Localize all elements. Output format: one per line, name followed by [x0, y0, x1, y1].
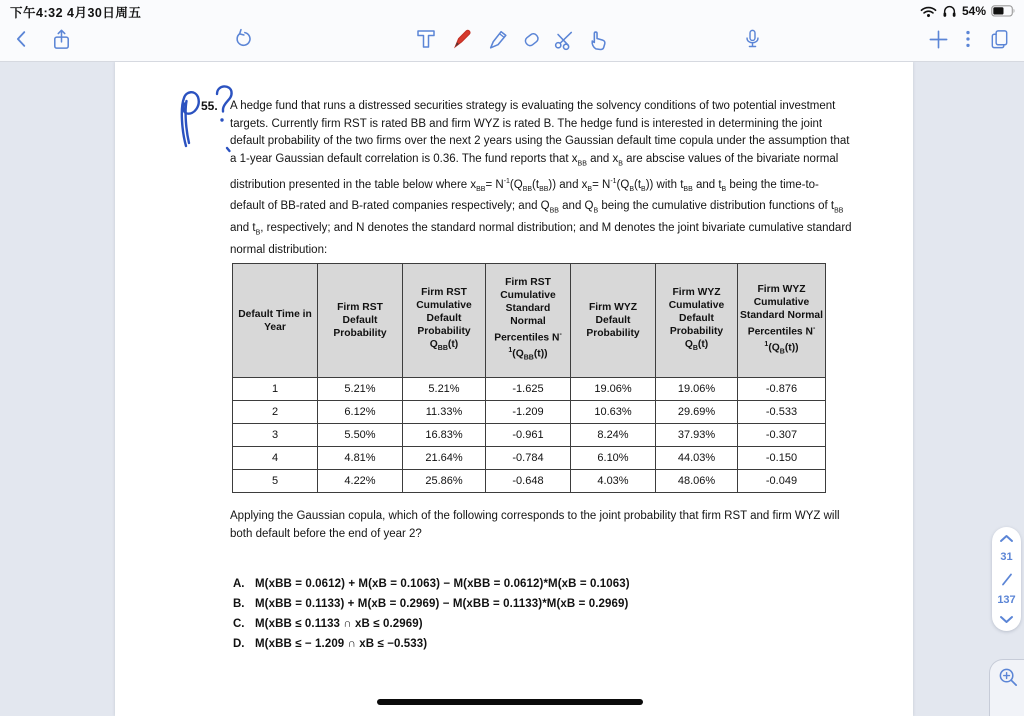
- hand-tool-icon: [586, 27, 611, 52]
- default-probability-table: [232, 263, 826, 493]
- question-text: A hedge fund that runs a distressed securities strategy is evaluating the solvency conditions of two potential investment targets. Currently firm RST is rated BB and firm WYZ is rated B. The hedge fund is interested in determining the joint default probability of the two firms over the next 2 years using the Gaussian default time copula under the assumption that a 1-year Gaussian default correlation is 0.36. The fund reports that $x_{BB}$ and $x_B$ are abscise values of the bivariate normal distribution presented in the table below where $x_{BB}= N^{-1}(Q_{BB}(t_{BB}))$ and $x_B= N^{-1}(Q_B(t_B))$ with $t_{BB}$ and $t_B$ being the time-to-default of BB-rated and B-rated companies respectively; and $Q_{BB}$ and $Q_B$ being the cumulative distribution functions of $t_{BB}$ and $t_B$, respectively; and N denotes the standard normal distribution; and M denotes the joint bivariate cumulative standard normal distribution:: [230, 100, 852, 257]
- text-tool-button[interactable]: [411, 26, 441, 52]
- table-cell: 48.06%: [656, 470, 738, 493]
- add-page-icon: [927, 28, 950, 51]
- table-cell: 5.21%: [318, 378, 403, 401]
- share-button[interactable]: [46, 26, 76, 52]
- option-letter: C.: [233, 618, 245, 630]
- table-row: [233, 447, 826, 470]
- col-header: Firm WYZ Cumulative Standard Normal Percentiles $N^{-1}(Q_B(t))$: [738, 264, 826, 378]
- scissors-tool-button[interactable]: [549, 26, 579, 52]
- option-text: M(xBB ≤ 0.1133 ∩ xB ≤ 0.2969): [255, 618, 423, 630]
- more-options-button[interactable]: [953, 26, 983, 52]
- table-cell: 11.33%: [403, 401, 486, 424]
- table-header-row: [233, 264, 826, 378]
- table-cell: -0.150: [738, 447, 826, 470]
- col-header: Firm WYZ Cumulative Default Probability $Q_B(t)$: [656, 264, 738, 378]
- page-up-button chevron-up-icon[interactable]: [999, 534, 1014, 543]
- table-cell: 3: [233, 424, 318, 447]
- wifi-icon: [920, 5, 937, 18]
- battery-icon: [991, 5, 1016, 17]
- table-cell: 8.24%: [571, 424, 656, 447]
- option-text: M(xBB ≤ − 1.209 ∩ xB ≤ −0.533): [255, 638, 428, 650]
- headphones-icon: [942, 5, 957, 18]
- table-row: [233, 378, 826, 401]
- answer-option-B: [233, 594, 853, 614]
- eraser-tool-button[interactable]: [516, 26, 546, 52]
- pages-button[interactable]: [984, 26, 1014, 52]
- table-cell: 19.06%: [656, 378, 738, 401]
- page-down-button chevron-down-icon[interactable]: [999, 615, 1014, 624]
- option-letter: A.: [233, 578, 245, 590]
- status-datetime: 下午4:32 4月30日周五: [10, 6, 142, 20]
- table-cell: 4.81%: [318, 447, 403, 470]
- answer-option-D: [233, 634, 853, 654]
- eraser-tool-icon: [519, 27, 544, 52]
- undo-button[interactable]: [228, 26, 258, 52]
- table-cell: 16.83%: [403, 424, 486, 447]
- add-page-button[interactable]: [923, 26, 953, 52]
- page-navigator: [992, 527, 1021, 631]
- table-row: [233, 401, 826, 424]
- table-cell: 29.69%: [656, 401, 738, 424]
- col-header: Default Time in Year: [233, 264, 318, 378]
- table-cell: 4: [233, 447, 318, 470]
- pen-tool-icon: [450, 27, 475, 52]
- table-cell: 25.86%: [403, 470, 486, 493]
- magnifier-plus-icon: [998, 667, 1019, 688]
- table-row: [233, 424, 826, 447]
- table-cell: 37.93%: [656, 424, 738, 447]
- table-cell: 44.03%: [656, 447, 738, 470]
- table-cell: -0.307: [738, 424, 826, 447]
- table-cell: 4.03%: [571, 470, 656, 493]
- table-cell: -1.625: [486, 378, 571, 401]
- option-text: M(xBB = 0.1133) + M(xB = 0.2969) − M(xBB = 0.1133)*M(xB = 0.2969): [255, 598, 629, 610]
- battery-percent: 54%: [961, 4, 986, 18]
- zoom-panel[interactable]: [989, 659, 1024, 716]
- answer-option-A: [233, 574, 853, 594]
- table-cell: -0.961: [486, 424, 571, 447]
- total-page-number: 137: [997, 593, 1016, 606]
- status-icons: [920, 3, 1016, 19]
- options-list: [233, 574, 853, 654]
- page-fraction-slash: [1000, 573, 1014, 586]
- default-table-body: [233, 378, 826, 493]
- table-cell: 5.50%: [318, 424, 403, 447]
- table-cell: 2: [233, 401, 318, 424]
- option-text: M(xBB = 0.0612) + M(xB = 0.1063) − M(xBB = 0.0612)*M(xB = 0.1063): [255, 578, 630, 590]
- table-row: [233, 470, 826, 493]
- more-options-icon: [957, 28, 979, 50]
- share-icon: [50, 28, 73, 51]
- question-prompt: Applying the Gaussian copula, which of the following corresponds to the joint probability that firm RST and firm WYZ will both default before the end of year 2?: [230, 510, 840, 540]
- answer-option-C: [233, 614, 853, 634]
- table-cell: 6.10%: [571, 447, 656, 470]
- hand-tool-button[interactable]: [583, 26, 613, 52]
- table-cell: 19.06%: [571, 378, 656, 401]
- current-page-number: 31: [1000, 551, 1013, 564]
- col-header: Firm RST Default Probability: [318, 264, 403, 378]
- table-cell: 6.12%: [318, 401, 403, 424]
- pen-tool-button[interactable]: [447, 26, 477, 52]
- table-cell: -0.648: [486, 470, 571, 493]
- table-cell: 5: [233, 470, 318, 493]
- table-cell: 21.64%: [403, 447, 486, 470]
- pages-icon: [988, 28, 1011, 51]
- table-cell: -0.876: [738, 378, 826, 401]
- table-cell: 1: [233, 378, 318, 401]
- undo-icon: [232, 28, 254, 50]
- table-cell: 10.63%: [571, 401, 656, 424]
- table-cell: -0.049: [738, 470, 826, 493]
- highlighter-tool-icon: [486, 27, 511, 52]
- col-header: Firm RST Cumulative Standard Normal Percentiles $N^{-1}(Q_{BB}(t))$: [486, 264, 571, 378]
- table-cell: 5.21%: [403, 378, 486, 401]
- top-bar: [0, 0, 1024, 62]
- col-header: Firm RST Cumulative Default Probability $Q_{BB}(t)$: [403, 264, 486, 378]
- note-canvas[interactable]: [0, 62, 1024, 716]
- home-indicator[interactable]: [377, 699, 643, 705]
- option-letter: D.: [233, 638, 245, 650]
- table-cell: -1.209: [486, 401, 571, 424]
- text-tool-icon: [414, 27, 438, 51]
- question-number: 55.: [201, 99, 218, 113]
- table-cell: -0.784: [486, 447, 571, 470]
- pdf-page[interactable]: [115, 62, 913, 716]
- option-letter: B.: [233, 598, 245, 610]
- microphone-icon: [741, 27, 764, 52]
- table-cell: -0.533: [738, 401, 826, 424]
- back-button[interactable]: [7, 26, 37, 52]
- scissors-tool-icon: [552, 27, 577, 52]
- table-cell: 4.22%: [318, 470, 403, 493]
- highlighter-tool-button[interactable]: [483, 26, 513, 52]
- record-button[interactable]: [737, 26, 767, 52]
- col-header: Firm WYZ Default Probability: [571, 264, 656, 378]
